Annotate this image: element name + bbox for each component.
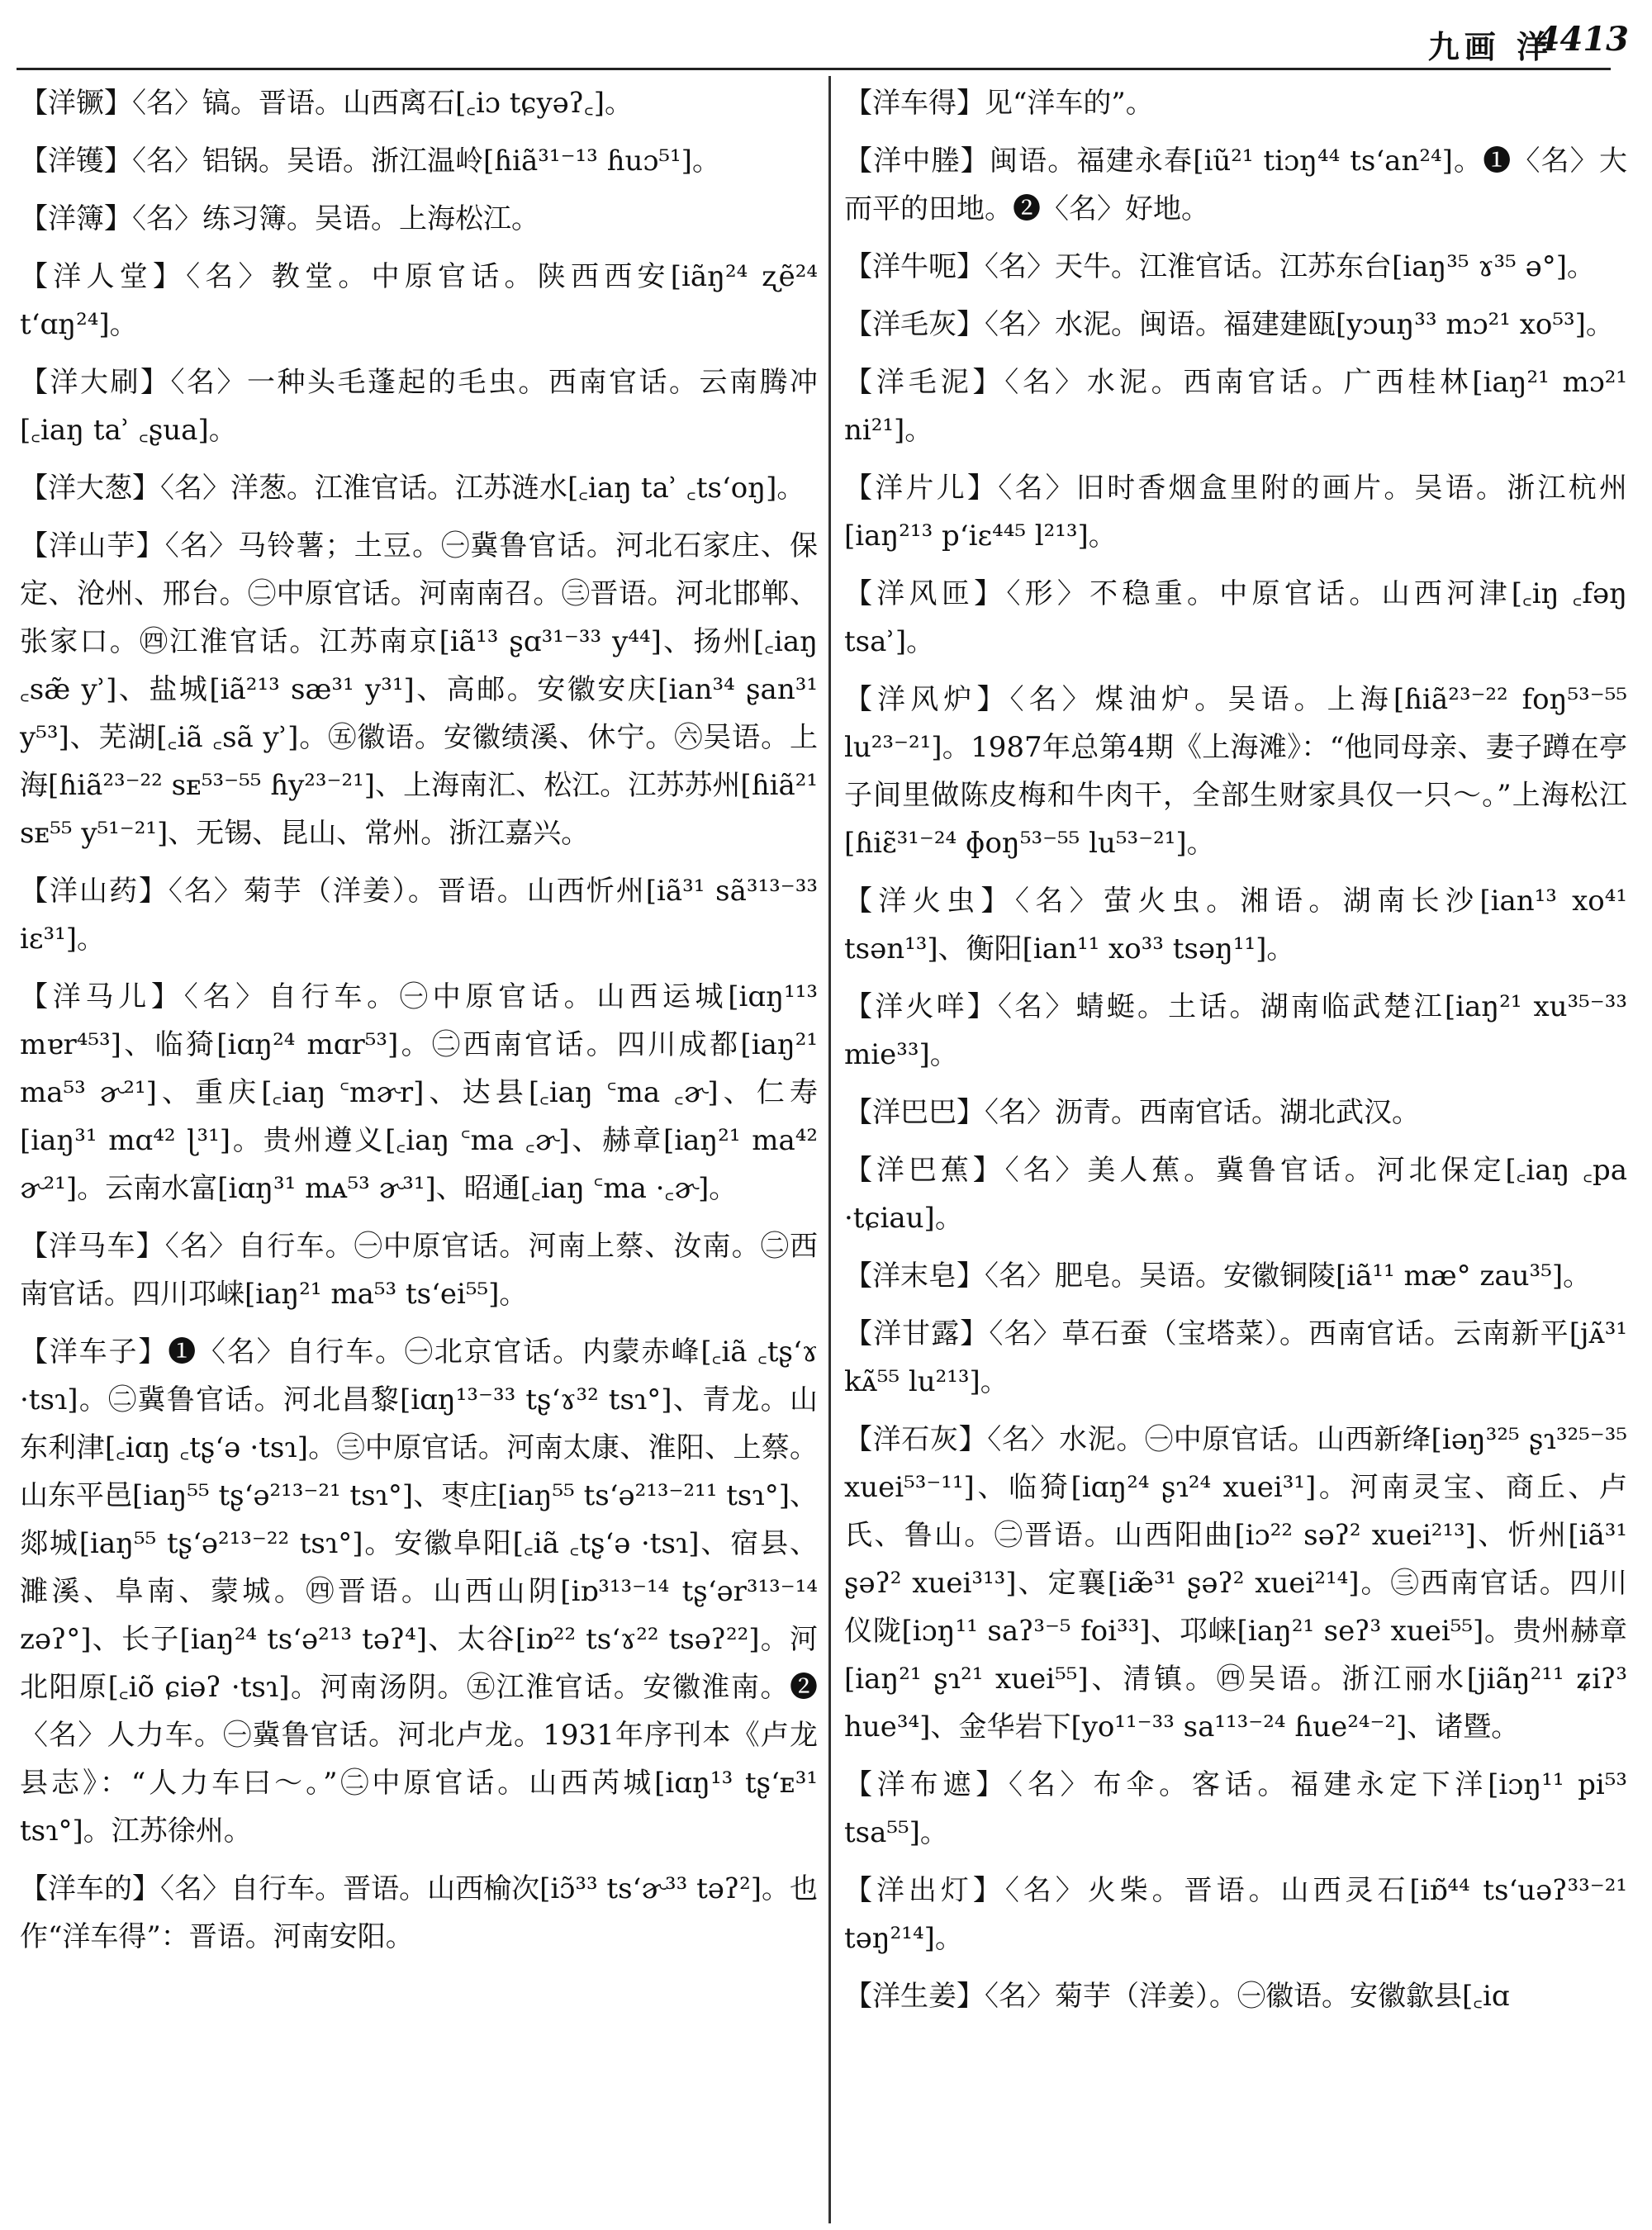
dictionary-entry: 【洋大葱】〈名〉洋葱。江淮官话。江苏涟水[꜀iaŋ taʾ ꜀tsʻoŋ]。: [20, 472, 805, 505]
dictionary-entry: 【洋牛呃】〈名〉天牛。江淮官话。江苏东台[iaŋ³⁵ ɤ³⁵ ə°]。: [844, 250, 1596, 283]
dictionary-entry: 【洋巴巴】〈名〉沥青。西南官话。湖北武汉。: [844, 1096, 1420, 1129]
column-divider: [828, 76, 831, 2223]
dictionary-entry: 【洋山芋】〈名〉马铃薯；土豆。㊀冀鲁官话。河北石家庄、保定、沧州、邢台。㊁中原官话。河南南召。㊂晋语。河北邯郸、张家口。㊃江淮官话。江苏南京[iã¹³ ʂɑ³¹⁻³³ y⁴⁴]、扬州[꜀iaŋ ꜀sæ̃ yʾ]、盐城[iã²¹³ sæ³¹ y³¹]、高邮。安徽安庆[ian³⁴ ʂan³¹ y⁵³]、芜湖[꜀iã ꜀sã yʾ]。㊄徽语。安徽绩溪、休宁。㊅吴语。上海[ɦiã²³⁻²² sᴇ⁵³⁻⁵⁵ ɦy²³⁻²¹]、上海南汇、松江。江苏苏州[ɦiã²¹ sᴇ⁵⁵ y⁵¹⁻²¹]、无锡、昆山、常州。浙江嘉兴。: [20, 529, 818, 850]
dictionary-entry: 【洋车的】〈名〉自行车。晋语。山西榆次[iɔ̃³³ tsʻɚ³³ təʔ²]。也作“洋车得”：晋语。河南安阳。: [20, 1872, 818, 1953]
dictionary-entry: 【洋车得】见“洋车的”。: [844, 87, 1154, 120]
dictionary-entry: 【洋风匝】〈形〉不稳重。中原官话。山西河津[꜀iŋ ꜀fəŋ tsaʾ]。: [844, 577, 1627, 658]
dictionary-entry: 【洋生姜】〈名〉菊芋（洋姜）。㊀徽语。安徽歙县[꜀iɑ: [844, 1980, 1510, 2013]
dictionary-entry: 【洋出灯】〈名〉火柴。晋语。山西灵石[iɒ̃⁴⁴ tsʻuəʔ³³⁻²¹ təŋ²¹⁴]。: [844, 1874, 1627, 1955]
dictionary-entry: 【洋甘露】〈名〉草石蚕（宝塔菜）。西南官话。云南新平[jᴀ̃³¹ kᴀ̃⁵⁵ lu²¹³]。: [844, 1317, 1627, 1398]
dictionary-entry: 【洋毛灰】〈名〉水泥。闽语。福建建瓯[yɔuŋ³³ mɔ²¹ xo⁵³]。: [844, 308, 1614, 341]
dictionary-entry: 【洋车子】❶〈名〉自行车。㊀北京官话。内蒙赤峰[꜀iã ꜀tʂʻɤ ·tsɿ]。㊁冀鲁官话。河北昌黎[iɑŋ¹³⁻³³ tʂʻɤ³² tsɿ°]、青龙。山东利津[꜀iɑŋ ꜀tʂʻə ·tsɿ]。㊂中原官话。河南太康、淮阳、上蔡。山东平邑[iaŋ⁵⁵ tʂʻə²¹³⁻²¹ tsɿ°]、枣庄[iaŋ⁵⁵ tsʻə²¹³⁻²¹¹ tsɿ°]、郯城[iaŋ⁵⁵ tʂʻə²¹³⁻²² tsɿ°]。安徽阜阳[꜀iã ꜀tʂʻə ·tsɿ]、宿县、濉溪、阜南、蒙城。㊃晋语。山西山阴[iɒ³¹³⁻¹⁴ tʂʻər³¹³⁻¹⁴ zəʔ°]、长子[iaŋ²⁴ tsʻə²¹³ təʔ⁴]、太谷[iɒ²² tsʻɤ²² tsəʔ²²]。河北阳原[꜀iõ ɕiəʔ ·tsɿ]。河南汤阴。㊄江淮官话。安徽淮南。❷〈名〉人力车。㊀冀鲁官话。河北卢龙。1931年序刊本《卢龙县志》：“人力车曰～。”㊁中原官话。山西芮城[iɑŋ¹³ tʂʻᴇ³¹ tsɿ°]。江苏徐州。: [20, 1336, 818, 1848]
section-title: 九画 洋: [1427, 28, 1553, 65]
dictionary-entry: 【洋人堂】〈名〉教堂。中原官话。陕西西安[iãŋ²⁴ ʐẽ²⁴ tʻɑŋ²⁴]。: [20, 260, 818, 341]
dictionary-entry: 【洋石灰】〈名〉水泥。㊀中原官话。山西新绛[iəŋ³²⁵ ʂɿ³²⁵⁻³⁵ xuei⁵³⁻¹¹]、临猗[iɑŋ²⁴ ʂɿ²⁴ xuei³¹]。河南灵宝、商丘、卢氏、鲁山。㊁晋语。山西阳曲[iɔ²² səʔ² xuei²¹³]、忻州[iã³¹ ʂəʔ² xuei³¹³]、定襄[iæ̃³¹ ʂəʔ² xuei²¹⁴]。㊂西南官话。四川仪陇[iɔŋ¹¹ saʔ³⁻⁵ foi³³]、邛崃[iaŋ²¹ seʔ³ xuei⁵⁵]。贵州赫章[iaŋ²¹ ʂɿ²¹ xuei⁵⁵]、清镇。㊃吴语。浙江丽水[jiãŋ²¹¹ ʑiʔ³ hue³⁴]、金华岩下[yo¹¹⁻³³ sa¹¹³⁻²⁴ ɦue²⁴⁻²]、诸暨。: [844, 1423, 1627, 1744]
dictionary-entry: 【洋簿】〈名〉练习簿。吴语。上海松江。: [20, 202, 539, 235]
right-column: [844, 79, 1627, 2030]
page-header: [0, 15, 1652, 64]
dictionary-entry: 【洋风炉】〈名〉煤油炉。吴语。上海[ɦiã²³⁻²² foŋ⁵³⁻⁵⁵ lu²³⁻²¹]。1987年总第4期《上海滩》：“他同母亲、妻子蹲在亭子间里做陈皮梅和牛肉干，全部生财家具仅一只～。”上海松江[ɦiɛ̃³¹⁻²⁴ ɸoŋ⁵³⁻⁵⁵ lu⁵³⁻²¹]。: [844, 683, 1627, 860]
dictionary-entry: 【洋火咩】〈名〉蜻蜓。土话。湖南临武楚江[iaŋ²¹ xu³⁵⁻³³ mie³³]。: [844, 990, 1627, 1071]
dictionary-entry: 【洋末皂】〈名〉肥皂。吴语。安徽铜陵[iã¹¹ mæ° zau³⁵]。: [844, 1260, 1592, 1293]
left-column: [20, 79, 818, 1971]
dictionary-entry: 【洋毛泥】〈名〉水泥。西南官话。广西桂林[iaŋ²¹ mɔ²¹ ni²¹]。: [844, 366, 1627, 447]
dictionary-entry: 【洋马车】〈名〉自行车。㊀中原官话。河南上蔡、汝南。㊁西南官话。四川邛崃[iaŋ²¹ ma⁵³ tsʻei⁵⁵]。: [20, 1230, 818, 1311]
dictionary-entry: 【洋大刷】〈名〉一种头毛蓬起的毛虫。西南官话。云南腾冲[꜀iaŋ taʾ ꜀ʂua]。: [20, 366, 818, 447]
dictionary-entry: 【洋布遮】〈名〉布伞。客话。福建永定下洋[iɔŋ¹¹ pi⁵³ tsa⁵⁵]。: [844, 1768, 1627, 1849]
page-number: 4413: [1536, 20, 1629, 59]
dictionary-entry: 【洋中塍】闽语。福建永春[iũ²¹ tiɔŋ⁴⁴ tsʻan²⁴]。❶〈名〉大而平的田地。❷〈名〉好地。: [844, 145, 1627, 225]
dictionary-entry: 【洋镢】〈名〉镐。晋语。山西离石[꜀iɔ tɕyəʔ꜀]。: [20, 87, 634, 120]
dictionary-entry: 【洋火虫】〈名〉萤火虫。湘语。湖南长沙[ian¹³ xo⁴¹ tsən¹³]、衡阳[ian¹¹ xo³³ tsəŋ¹¹]。: [844, 885, 1627, 966]
dictionary-entry: 【洋巴蕉】〈名〉美人蕉。冀鲁官话。河北保定[꜀iaŋ ꜀pa ·tɕiau]。: [844, 1154, 1627, 1235]
dictionary-entry: 【洋山药】〈名〉菊芋（洋姜）。晋语。山西忻州[iã³¹ sã³¹³⁻³³ iɛ³¹]。: [20, 875, 818, 956]
dictionary-entry: 【洋镬】〈名〉铝锅。吴语。浙江温岭[ɦiã³¹⁻¹³ ɦuɔ⁵¹]。: [20, 145, 720, 178]
dictionary-entry: 【洋马儿】〈名〉自行车。㊀中原官话。山西运城[iɑŋ¹¹³ mɐr⁴⁵³]、临猗[iɑŋ²⁴ mɑr⁵³]。㊁西南官话。四川成都[iaŋ²¹ ma⁵³ ɚ²¹]、重庆[꜀iaŋ ꜂mɚr]、达县[꜀iaŋ ꜂ma ꜀ɚ]、仁寿[iaŋ³¹ mɑ⁴² ɭ³¹]。贵州遵义[꜀iaŋ ꜂ma ꜀ɚ]、赫章[iaŋ²¹ ma⁴² ɚ²¹]。云南水富[iɑŋ³¹ mᴀ⁵³ ɚ³¹]、昭通[꜀iaŋ ꜂ma ·꜀ɚ]。: [20, 980, 818, 1205]
dictionary-entry: 【洋片儿】〈名〉旧时香烟盒里附的画片。吴语。浙江杭州[iaŋ²¹³ pʻiɛ⁴⁴⁵ l²¹³]。: [844, 472, 1627, 553]
header-rule: [17, 68, 1611, 70]
